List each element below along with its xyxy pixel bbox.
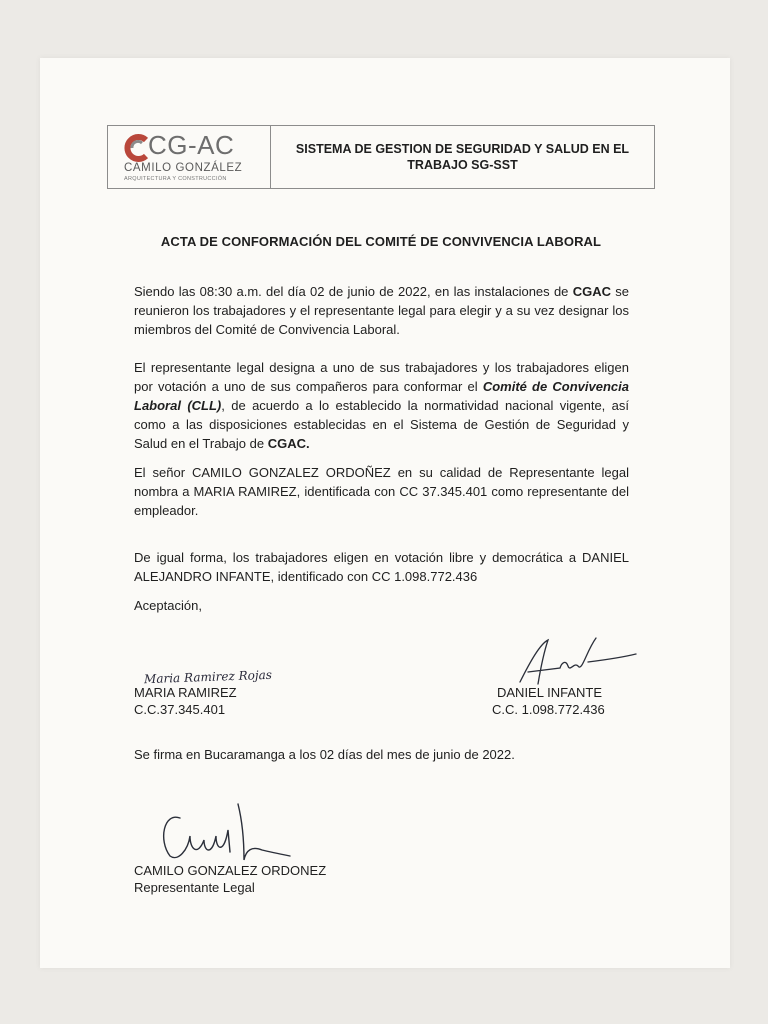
signer-id-right: C.C. 1.098.772.436	[492, 702, 605, 717]
logo-tagline: ARQUITECTURA Y CONSTRUCCIÓN	[124, 176, 227, 182]
committee-name: Comité de Convivencia Laboral (CLL)	[134, 379, 629, 413]
paragraph-employer-rep: El señor CAMILO GONZALEZ ORDOÑEZ en su calidad de Representante legal nombra a MARIA RAMIREZ, identificada con CC 37.345.401 como representante del empleador.	[134, 465, 629, 518]
legal-rep-name: CAMILO GONZALEZ ORDONEZ	[134, 863, 327, 878]
document-header	[107, 125, 655, 189]
closing-statement: Se firma en Bucaramanga a los 02 días del mes de junio de 2022.	[134, 747, 515, 762]
paragraph-text: El representante legal designa a uno de sus trabajadores y los trabajadores eligen por votación a uno de sus compañeros para conformar el	[134, 360, 629, 394]
document-title: ACTA DE CONFORMACIÓN DEL COMITÉ DE CONVIVENCIA LABORAL	[160, 234, 602, 249]
legal-rep-role: Representante Legal	[134, 880, 255, 895]
paragraph-worker-rep: De igual forma, los trabajadores eligen en votación libre y democrática a DANIEL ALEJANDRO INFANTE, identificado con CC 1.098.772.436	[134, 550, 629, 584]
acceptance-label: Aceptación,	[134, 598, 202, 613]
signature-maria-handwritten: Maria Ramirez Rojas	[143, 667, 273, 687]
paragraph-designation	[134, 358, 629, 453]
company-name-bold: CGAC	[572, 284, 611, 299]
logo-mark-icon	[124, 134, 150, 162]
signature-camilo-icon	[150, 800, 300, 866]
company-logo	[108, 126, 271, 188]
logo-company-name: CAMILO GONZÁLEZ	[124, 162, 243, 174]
logo-text: CG-AC	[148, 130, 235, 160]
signer-name-right: DANIEL INFANTE	[497, 685, 602, 700]
paragraph-opening	[134, 282, 629, 339]
signer-id-left: C.C.37.345.401	[134, 702, 226, 717]
system-title: SISTEMA DE GESTION DE SEGURIDAD Y SALUD EN EL TRABAJO SG-SST	[295, 142, 630, 172]
paragraph-text: , de acuerdo a lo establecido la normatividad nacional vigente, así como a las disposiciones establecidas en el Sistema de Gestión de Seguridad y Salud en el Trabajo de	[134, 398, 629, 451]
paragraph-text: Siendo las 08:30 a.m. del día 02 de junio de 2022, en las instalaciones de	[134, 284, 573, 299]
company-name-bold: CGAC.	[267, 436, 310, 451]
signer-name-left: MARIA RAMIREZ	[134, 685, 237, 700]
paragraph-text: se reunieron los trabajadores y el representante legal para elegir y a su vez designar los miembros del Comité de Convivencia Laboral.	[134, 284, 629, 337]
